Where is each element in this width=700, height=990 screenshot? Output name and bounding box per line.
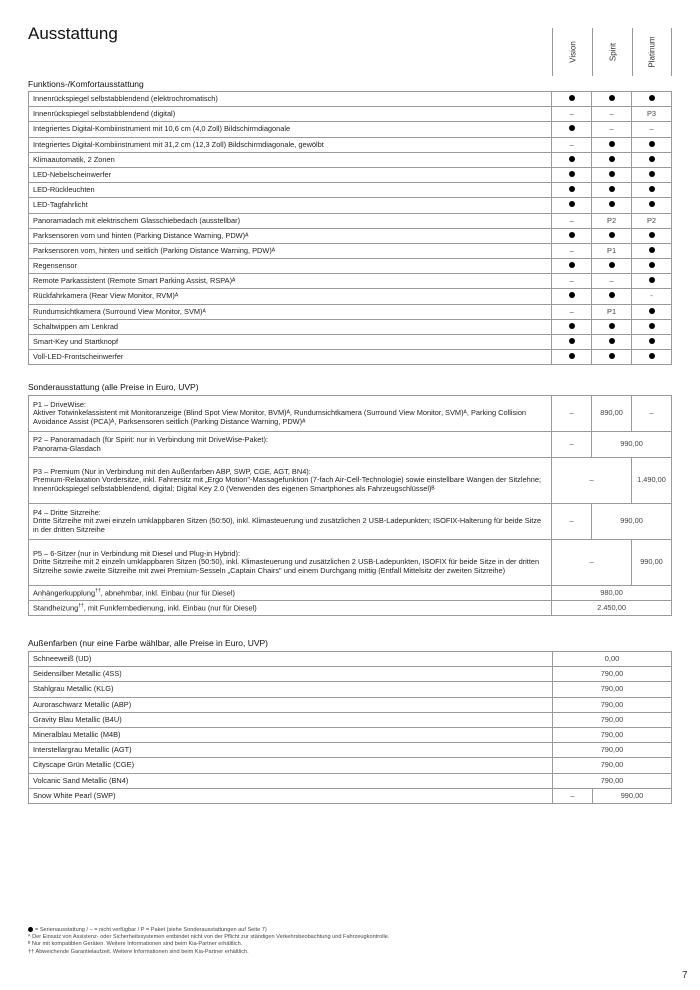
table-row (29, 122, 672, 137)
standard-dot-icon (609, 338, 615, 344)
standard-dot-icon (592, 289, 632, 304)
color-price: 790,00 (553, 758, 672, 773)
komfort-table (28, 91, 672, 365)
feature-label: LED-Tagfahrlicht (29, 198, 552, 213)
page-title: Ausstattung (28, 24, 118, 43)
feature-label: Innenrückspiegel selbstabblendend (elektrochromatisch) (29, 92, 552, 107)
table-row-p2: P2 – Panoramadach (für Spirit: nur in Verbindung mit DriveWise-Paket): Panorama-Glasdach – 990,00 (29, 432, 672, 458)
table-row (29, 152, 672, 167)
feature-label: Rückfahrkamera (Rear View Monitor, RVM)ᴬ (29, 289, 552, 304)
standard-dot-icon (649, 323, 655, 329)
table-row (29, 335, 672, 350)
standard-dot-icon (569, 353, 575, 359)
standard-dot-icon (632, 137, 672, 152)
standard-dot-icon (592, 335, 632, 350)
standard-dot-icon (569, 201, 575, 207)
standard-dot-icon (569, 323, 575, 329)
table-row (29, 228, 672, 243)
standard-dot-icon (569, 95, 575, 101)
standard-dot-icon (569, 232, 575, 238)
feature-label: Rundumsichtkamera (Surround View Monitor, SVM)ᴬ (29, 304, 552, 319)
color-price: 790,00 (553, 697, 672, 712)
standard-dot-icon (632, 319, 672, 334)
color-price: 790,00 (553, 712, 672, 727)
standard-dot-icon (649, 338, 655, 344)
table-row (29, 183, 672, 198)
standard-dot-icon (592, 259, 632, 274)
color-label: Stahlgrau Metallic (KLG) (29, 682, 553, 697)
color-price: 790,00 (553, 667, 672, 682)
footnote-legend: = Serienausstattung / – = nicht verfügbar / P = Paket (siehe Sonderausstattungen auf Seite 7) (28, 927, 389, 934)
column-header-platinum: Platinum (632, 28, 672, 76)
standard-dot-icon (569, 186, 575, 192)
feature-label: Schaltwippen am Lenkrad (29, 319, 552, 334)
standard-dot-icon (649, 262, 655, 268)
standard-dot-icon (632, 335, 672, 350)
standard-dot-icon (632, 259, 672, 274)
column-header-vision: Vision (552, 28, 592, 76)
page-number: 7 (682, 970, 688, 981)
section-title-sonder: Sonderausstattung (alle Preise in Euro, UVP) (28, 382, 199, 392)
standard-dot-icon (609, 171, 615, 177)
color-price: 790,00 (553, 682, 672, 697)
package-p5: P5 – 6-Sitzer (nur in Verbindung mit Diesel und Plug-in Hybrid): Dritte Sitzreihe mit 2 einzeln umklappbaren Sitzen (50:50), inkl. Klimasteuerung und zusätzlichen 2 USB-Ladepunkten, ISOFIX für beide Sitze in der dritten Sitzreihe sowie zweite Sitzreihe mit zwei Premium-Sesseln „Captain Chairs" und einem Durchgang mittig (Entfall Mittelsitz der zweiten Sitzreihe) (29, 540, 552, 586)
feature-label: Smart-Key und Startknopf (29, 335, 552, 350)
footnotes (28, 927, 389, 956)
table-row (29, 243, 672, 258)
feature-label: Integriertes Digital-Kombiinstrument mit 10,6 cm (4,0 Zoll) Bildschirmdiagonale (29, 122, 552, 137)
feature-label: Panoramadach mit elektrischem Glasschiebedach (ausstellbar) (29, 213, 552, 228)
standard-dot-icon (632, 152, 672, 167)
standard-dot-icon (632, 243, 672, 258)
table-row-standheizung: Standheizung††, mit Funkfernbedienung, inkl. Einbau (nur für Diesel) 2.450,00 (29, 601, 672, 616)
color-price: 790,00 (553, 773, 672, 788)
standard-dot-icon (649, 353, 655, 359)
standard-dot-icon (569, 156, 575, 162)
table-row (29, 259, 672, 274)
table-row-snow-white-pearl: Snow White Pearl (SWP) – 990,00 (29, 788, 672, 803)
table-row-p3: P3 – Premium (Nur in Verbindung mit den Außenfarben ABP, SWP, CGE, AGT, BN4): Premium-Relaxation Vordersitze, inkl. Fahrersitz mit „Ergo Motion"-Massagefunktion (7-fach Air-Cell-Technologie) sowie einstellbare Wangen der Sitzlehne; Innenrückspiegel selbstabblendend, digital; Digital Key 2.0 (Verwenden des eigenen Smartphones als Fahrzeugschlüssel)ᴮ – 1.490,00 (29, 458, 672, 504)
footnote-b: ᴮ Nur mit kompatiblen Geräten. Weitere Informationen sind beim Kia-Partner erhältlich. (28, 941, 243, 948)
table-row (29, 682, 672, 697)
standard-dot-icon (592, 152, 632, 167)
standard-dot-icon (649, 156, 655, 162)
feature-label: Voll-LED-Frontscheinwerfer (29, 350, 552, 365)
standard-dot-icon (552, 122, 592, 137)
feature-label: Innenrückspiegel selbstabblendend (digital) (29, 107, 552, 122)
standard-dot-icon (649, 95, 655, 101)
feature-label: Regensensor (29, 259, 552, 274)
feature-label: Integriertes Digital-Kombiinstrument mit 31,2 cm (12,3 Zoll) Bildschirmdiagonale, gewölbt (29, 137, 552, 152)
standard-dot-icon (632, 92, 672, 107)
table-row (29, 727, 672, 742)
color-label: Schneeweiß (UD) (29, 652, 553, 667)
feature-value: – (552, 243, 592, 258)
standard-dot-icon (592, 183, 632, 198)
standard-dot-icon (609, 141, 615, 147)
color-label: Interstellargrau Metallic (AGT) (29, 743, 553, 758)
feature-value: – (632, 122, 672, 137)
color-price: 790,00 (553, 743, 672, 758)
table-row-p4: P4 – Dritte Sitzreihe: Dritte Sitzreihe mit zwei einzeln umklappbaren Sitzen (50:50), inkl. Klimasteuerung und zusätzlichen 2 USB-Ladepunkten; ISOFIX-Halterung für beide Sitze in der dritten Sitzreihe – 990,00 (29, 504, 672, 540)
standard-dot-icon (632, 304, 672, 319)
trim-column-headers (552, 28, 672, 76)
feature-value: – (552, 304, 592, 319)
table-row (29, 712, 672, 727)
section-title-komfort: Funktions-/Komfortausstattung (28, 79, 144, 89)
table-row (29, 697, 672, 712)
standard-dot-icon (592, 319, 632, 334)
standard-dot-icon (552, 350, 592, 365)
standard-dot-icon (632, 183, 672, 198)
package-p2: P2 – Panoramadach (für Spirit: nur in Verbindung mit DriveWise-Paket): Panorama-Glasdach (29, 432, 552, 458)
feature-label: LED-Nebelscheinwerfer (29, 167, 552, 182)
standard-dot-icon (552, 228, 592, 243)
color-label: Mineralblau Metallic (M4B) (29, 727, 553, 742)
standard-dot-icon (552, 198, 592, 213)
standard-dot-icon (552, 183, 592, 198)
table-row (29, 773, 672, 788)
table-row (29, 667, 672, 682)
standard-dot-icon (592, 198, 632, 213)
table-row (29, 213, 672, 228)
standard-dot-icon (609, 232, 615, 238)
footnote-a: ᴬ Der Einsatz von Assistenz- oder Sicherheitssystemen entbindet nicht von der Pflicht zur ständigen Verkehrsbeobachtung und Fahrzeugkontrolle. (28, 934, 390, 941)
standard-dot-icon (609, 201, 615, 207)
standard-dot-icon (592, 228, 632, 243)
section-title-farben: Außenfarben (nur eine Farbe wählbar, alle Preise in Euro, UVP) (28, 638, 269, 648)
table-row (29, 652, 672, 667)
table-row (29, 319, 672, 334)
standard-dot-icon (632, 274, 672, 289)
table-row (29, 758, 672, 773)
color-label: Gravity Blau Metallic (B4U) (29, 712, 553, 727)
table-row (29, 350, 672, 365)
standard-dot-icon (552, 259, 592, 274)
standard-dot-icon (552, 152, 592, 167)
farben-table (28, 651, 672, 804)
standard-dot-icon (632, 350, 672, 365)
color-label: Volcanic Sand Metallic (BN4) (29, 773, 553, 788)
standard-dot-icon (632, 228, 672, 243)
standard-dot-icon (569, 262, 575, 268)
table-row-p1: P1 – DriveWise: Aktiver Totwinkelassistent mit Monitoranzeige (Blind Spot View Monitor, BVM)ᴬ, Rundumsichtkamera (Surround View Monitor, SVM)ᴬ, Parking Collision Avoidance Assist (PCA)ᴬ, Parksensoren seitlich (Parking Distance Warning, PDW)ᴬ – 890,00 – (29, 396, 672, 432)
table-row (29, 198, 672, 213)
feature-value: – (592, 122, 632, 137)
package-p4: P4 – Dritte Sitzreihe: Dritte Sitzreihe mit zwei einzeln umklappbaren Sitzen (50:50), inkl. Klimasteuerung und zusätzlichen 2 USB-Ladepunkten; ISOFIX-Halterung für beide Sitze in der dritten Sitzreihe (29, 504, 552, 540)
standard-dot-icon (609, 95, 615, 101)
color-label: Seidensilber Metallic (4SS) (29, 667, 553, 682)
feature-value: – (592, 107, 632, 122)
standard-dot-icon (592, 137, 632, 152)
table-row (29, 137, 672, 152)
package-p3: P3 – Premium (Nur in Verbindung mit den Außenfarben ABP, SWP, CGE, AGT, BN4): Premium-Relaxation Vordersitze, inkl. Fahrersitz mit „Ergo Motion"-Massagefunktion (7-fach Air-Cell-Technologie) sowie einstellbare Wangen der Sitzlehne; Innenrückspiegel selbstabblendend, digital; Digital Key 2.0 (Verwenden des eigenen Smartphones als Fahrzeugschlüssel)ᴮ (29, 458, 552, 504)
standard-dot-icon (569, 338, 575, 344)
feature-value: P1 (592, 304, 632, 319)
table-row (29, 92, 672, 107)
package-p1: P1 – DriveWise: Aktiver Totwinkelassistent mit Monitoranzeige (Blind Spot View Monitor, BVM)ᴬ, Rundumsichtkamera (Surround View Monitor, SVM)ᴬ, Parking Collision Avoidance Assist (PCA)ᴬ, Parksensoren seitlich (Parking Distance Warning, PDW)ᴬ (29, 396, 552, 432)
standard-dot-icon (649, 277, 655, 283)
color-label: Auroraschwarz Metallic (ABP) (29, 697, 553, 712)
color-price: 790,00 (553, 727, 672, 742)
standard-dot-icon (609, 262, 615, 268)
standard-dot-icon (649, 171, 655, 177)
standard-dot-icon (649, 247, 655, 253)
table-row (29, 107, 672, 122)
table-row-p5: P5 – 6-Sitzer (nur in Verbindung mit Diesel und Plug-in Hybrid): Dritte Sitzreihe mit 2 einzeln umklappbaren Sitzen (50:50), inkl. Klimasteuerung und zusätzlichen 2 USB-Ladepunkten, ISOFIX für beide Sitze in der dritten Sitzreihe sowie zweite Sitzreihe mit zwei Premium-Sesseln „Captain Chairs" und einem Durchgang mittig (Entfall Mittelsitz der zweiten Sitzreihe) – 990,00 (29, 540, 672, 586)
standard-dot-icon (552, 167, 592, 182)
feature-label: Klimaautomatik, 2 Zonen (29, 152, 552, 167)
table-row (29, 274, 672, 289)
feature-value: P2 (632, 213, 672, 228)
standard-dot-icon (609, 323, 615, 329)
standard-dot-icon (632, 198, 672, 213)
feature-value: – (552, 274, 592, 289)
feature-label: LED-Rückleuchten (29, 183, 552, 198)
feature-value: P3 (632, 107, 672, 122)
standard-dot-icon (28, 927, 33, 932)
standard-dot-icon (649, 186, 655, 192)
standard-dot-icon (592, 350, 632, 365)
standard-dot-icon (552, 289, 592, 304)
color-label: Cityscape Grün Metallic (CGE) (29, 758, 553, 773)
feature-value: P1 (592, 243, 632, 258)
standard-dot-icon (609, 156, 615, 162)
standard-dot-icon (609, 292, 615, 298)
feature-value: P2 (592, 213, 632, 228)
feature-value: – (552, 137, 592, 152)
table-row (29, 304, 672, 319)
standard-dot-icon (569, 125, 575, 131)
standard-dot-icon (552, 92, 592, 107)
standard-dot-icon (649, 308, 655, 314)
standard-dot-icon (632, 167, 672, 182)
standard-dot-icon (649, 201, 655, 207)
standard-dot-icon (552, 335, 592, 350)
feature-label: Remote Parkassistent (Remote Smart Parking Assist, RSPA)ᴬ (29, 274, 552, 289)
standard-dot-icon (592, 167, 632, 182)
feature-value: - (632, 289, 672, 304)
table-row (29, 289, 672, 304)
feature-value: – (552, 213, 592, 228)
standard-dot-icon (649, 232, 655, 238)
standard-dot-icon (552, 319, 592, 334)
footnote-c: †† Abweichende Garantielaufzeit. Weitere Informationen sind beim Kia-Partner erhältlich. (28, 948, 249, 955)
standard-dot-icon (609, 353, 615, 359)
sonder-table (28, 395, 672, 616)
standard-dot-icon (569, 171, 575, 177)
feature-value: – (552, 107, 592, 122)
standard-dot-icon (649, 141, 655, 147)
feature-value: – (592, 274, 632, 289)
table-row-anhaengerkupplung: Anhängerkupplung††, abnehmbar, inkl. Einbau (nur für Diesel) 980,00 (29, 586, 672, 601)
color-price: 0,00 (553, 652, 672, 667)
standard-dot-icon (569, 292, 575, 298)
feature-label: Parksensoren vorn und hinten (Parking Distance Warning, PDW)ᴬ (29, 228, 552, 243)
column-header-spirit: Spirit (592, 28, 632, 76)
table-row (29, 167, 672, 182)
table-row (29, 743, 672, 758)
feature-label: Parksensoren vorn, hinten und seitlich (Parking Distance Warning, PDW)ᴬ (29, 243, 552, 258)
standard-dot-icon (592, 92, 632, 107)
standard-dot-icon (609, 186, 615, 192)
